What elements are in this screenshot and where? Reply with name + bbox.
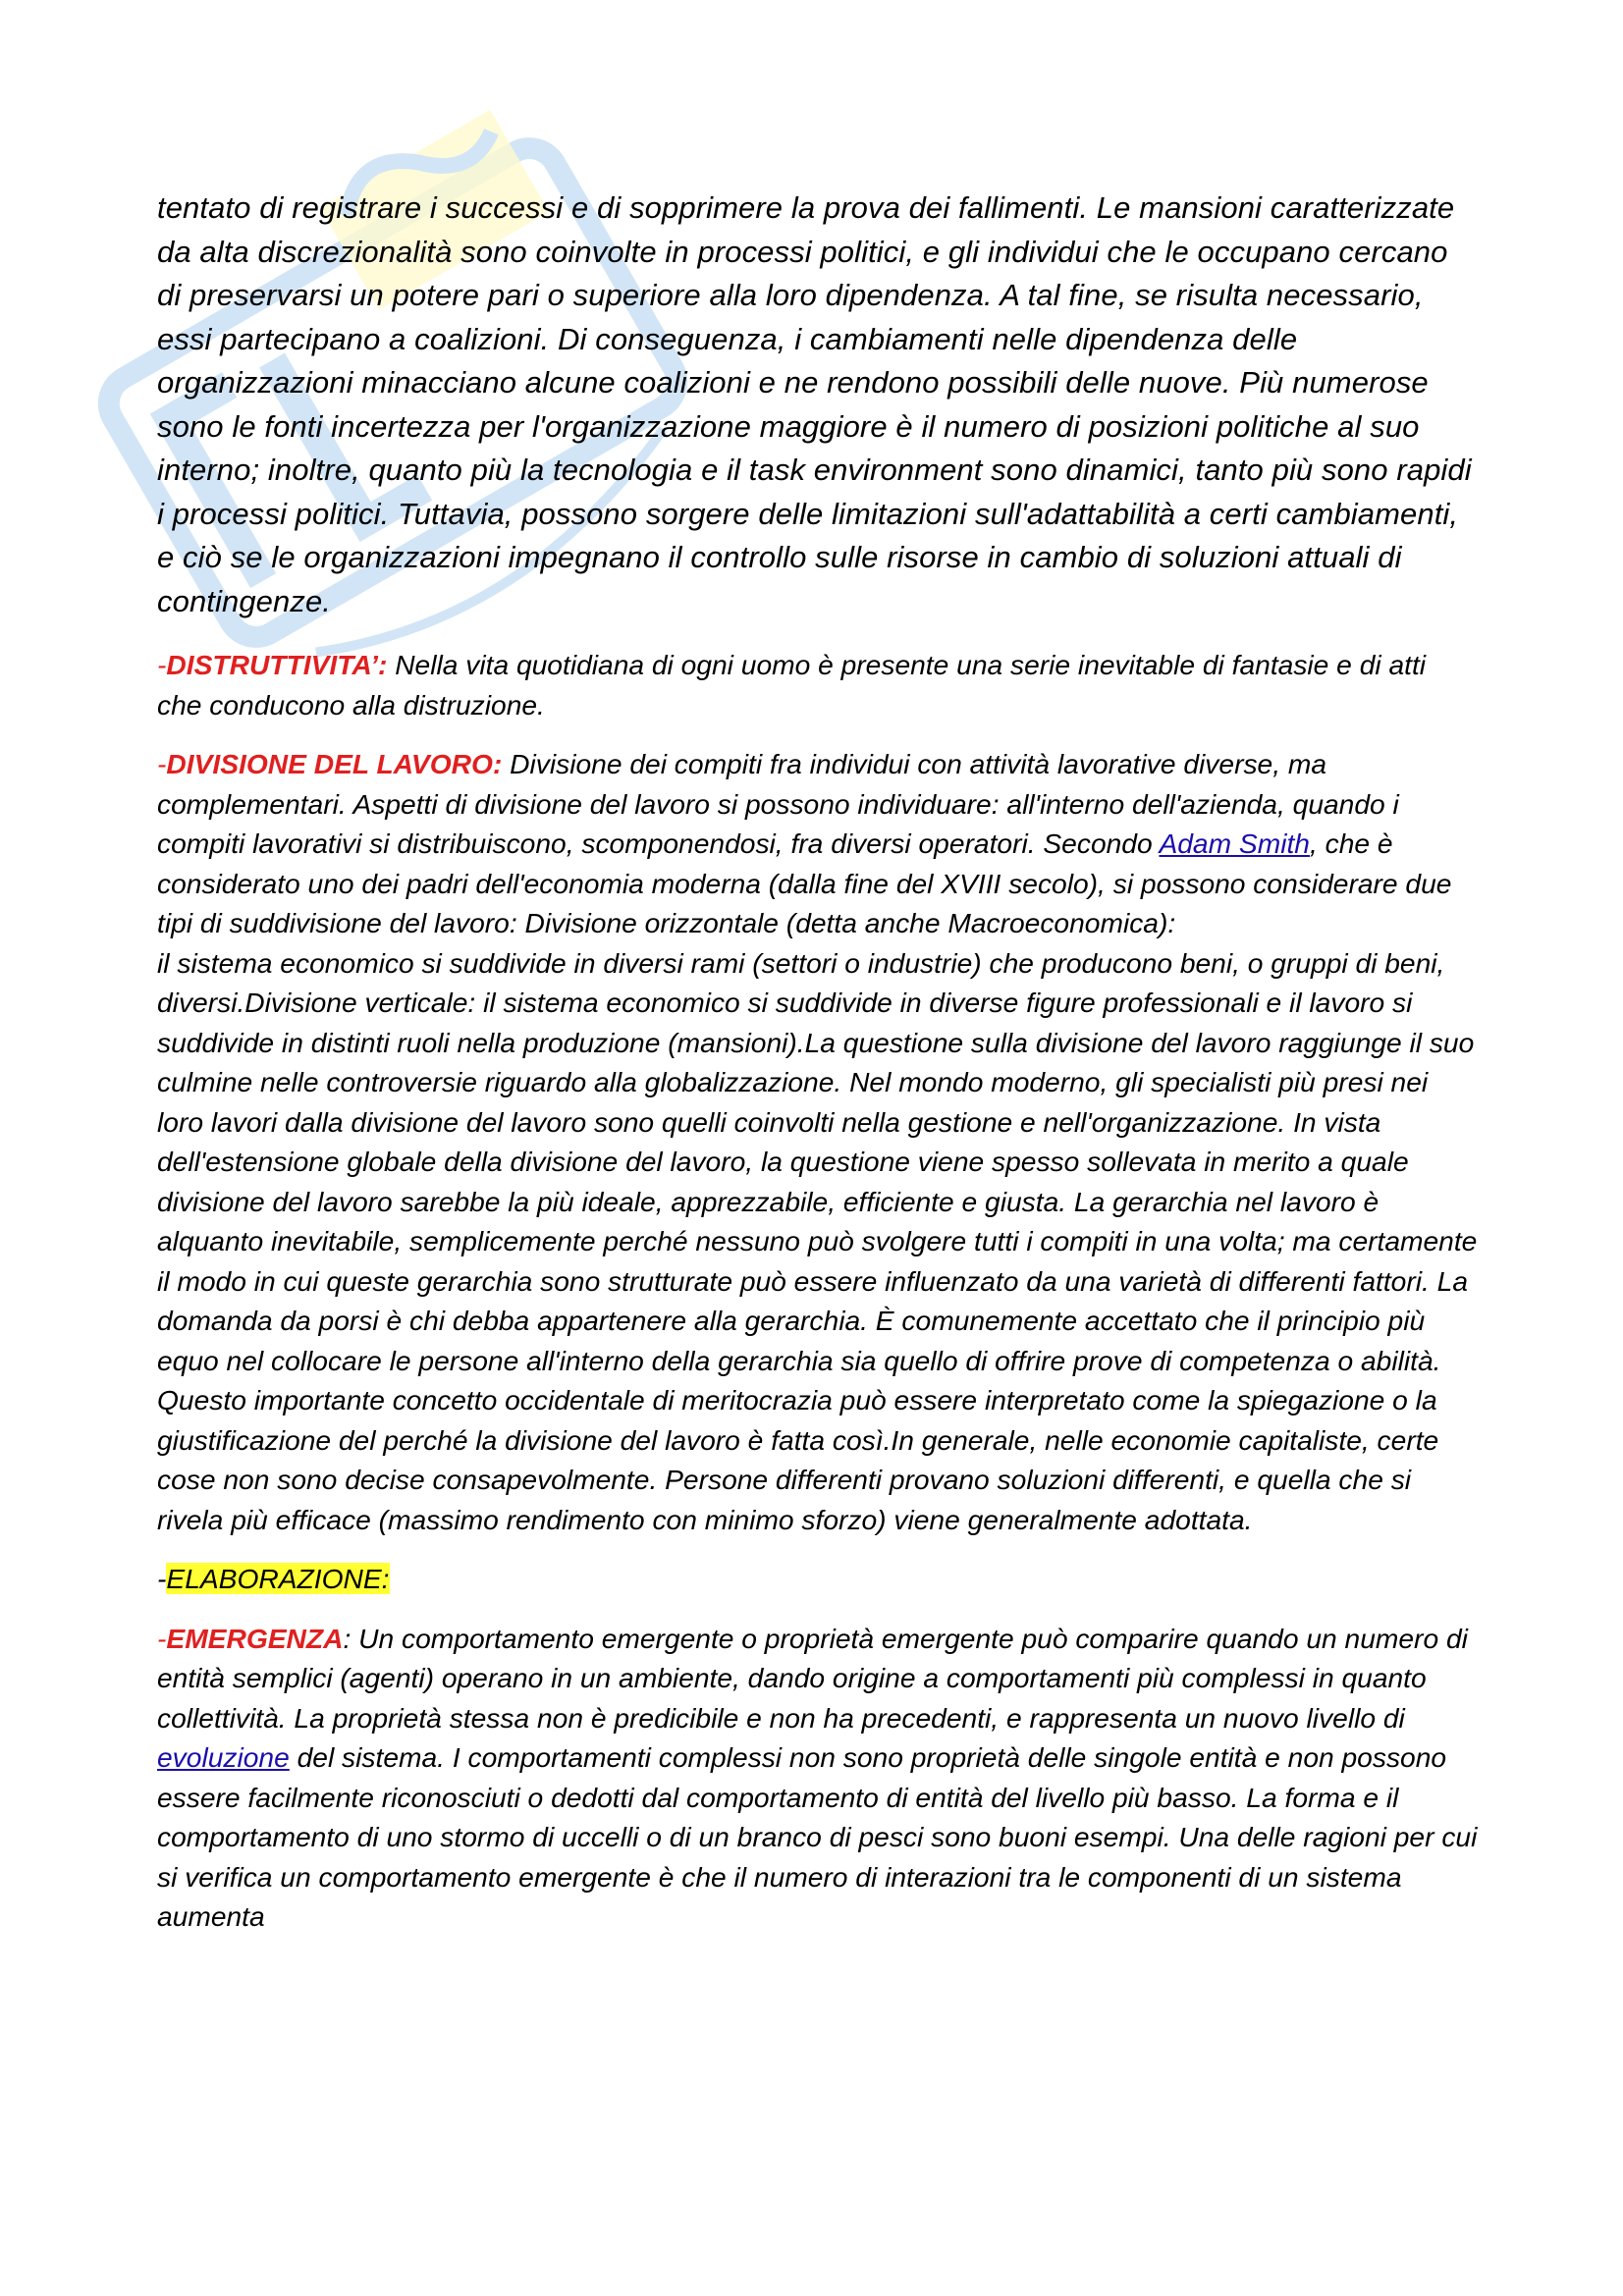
term-emergenza: EMERGENZA (166, 1622, 344, 1654)
intro-text: tentato di registrare i successi e di sopprimere la prova dei fallimenti. Le mansioni caratterizzate da alta discrezionalità sono coinvolte in processi politici, e gli individui che le occupano cercano di preservarsi un potere pari o superiore alla loro dipendenza. A tal fine, se risulta necessario, essi partecipano a coalizioni. Di conseguenza, i cambiamenti nelle dipendenza delle organizzazioni minacciano alcune coalizioni e ne rendono possibili delle nuove. Più numerose sono le fonti incertezza per l'organizzazione maggiore è il numero di posizioni politiche al suo interno; inoltre, quanto più la tecnologia e il task environment sono dinamici, tanto più sono rapidi i processi politici. Tuttavia, possono sorgere delle limitazioni sull'adattabilità a certi cambiamenti, e ciò se le organizzazioni impegnano il controllo sulle risorse in cambio di soluzioni attuali di contingenze. (157, 190, 1472, 618)
link-adam-smith[interactable]: Adam Smith (1159, 828, 1310, 859)
entry-dash: - (157, 748, 167, 779)
entry-dash: - (157, 649, 167, 680)
definition-distruttivita: Nella vita quotidiana di ogni uomo è presente una serie inevitable di fantasie e di atti che conducono alla distruzione. (157, 649, 1427, 721)
term-elaborazione-highlighted: ELABORAZIONE: (166, 1563, 390, 1594)
definition-divisione-part3: il sistema economico si suddivide in diversi rami (settori o industrie) che producono beni, o gruppi di beni, diversi.Divisione verticale: il sistema economico si suddivide in diverse figure professionali e il lavoro si suddivide in distinti ruoli nella produzione (mansioni).La questione sulla divisione del lavoro raggiunge il suo culmine nelle controversie riguardo alla globalizzazione. Nel mondo moderno, gli specialisti più presi nei loro lavori dalla divisione del lavoro sono quelli coinvolti nella gestione e nell'organizzazione. In vista dell'estensione globale della divisione del lavoro, la questione viene spesso sollevata in merito a quale divisione del lavoro sarebbe la più ideale, apprezzabile, efficiente e giusta. La gerarchia nel lavoro è alquanto inevitabile, semplicemente perché nessuno può svolgere tutti i compiti in una volta; ma certamente il modo in cui queste gerarchia sono strutturate può essere influenzato da una varietà di differenti fattori. La domanda da porsi è chi debba appartenere alla gerarchia. È comunemente accettato che il principio più equo nel collocare le persone all'interno della gerarchia sia quello di offrire prove di competenza o abilità. Questo importante concetto occidentale di meritocrazia può essere interpretato come la spiegazione o la giustificazione del perché la divisione del lavoro è fatta così.In generale, nelle economie capitaliste, certe cose non sono decise consapevolmente. Persone differenti provano soluzioni differenti, e quella che si rivela più efficace (massimo rendimento con minimo sforzo) viene generalmente adottata. (157, 946, 1478, 1535)
entry-distruttivita (157, 645, 1478, 724)
definition-emergenza-part2: del sistema. I comportamenti complessi non sono proprietà delle singole entità e non possono essere facilmente riconosciuti o dedotti dal comportamento di entità del livello più basso. La forma e il comportamento di uno stormo di uccelli o di un branco di pesci sono buoni esempi. Una delle ragioni per cui si verifica un comportamento emergente è che il numero di interazioni tra le componenti di un sistema aumenta (157, 1741, 1478, 1932)
link-evoluzione[interactable]: evoluzione (157, 1741, 290, 1773)
entry-dash: - (157, 1622, 167, 1654)
entry-emergenza (157, 1619, 1478, 1937)
entry-elaborazione (157, 1559, 1478, 1599)
intro-paragraph (157, 187, 1478, 623)
definition-divisione-part1: Divisione dei compiti fra individui con attività lavorative diverse, ma complementari. Aspetti di divisione del lavoro si possono individuare: all'interno dell'azienda, quando i compiti lavorativi si distribuiscono, scomponendosi, fra diversi operatori. Secondo (157, 748, 1399, 859)
definition-divisione-part2: , che è considerato uno dei padri dell'economia moderna (dalla fine del XVIII secolo), si possono considerare due tipi di suddivisione del lavoro: Divisione orizzontale (detta anche Macroeconomica): (157, 828, 1452, 938)
document-page (157, 187, 1478, 1956)
term-divisione-del-lavoro: DIVISIONE DEL LAVORO: (166, 748, 503, 779)
definition-emergenza-part1: : Un comportamento emergente o proprietà emergente può comparire quando un numero di entità semplici (agenti) operano in un ambiente, dando origine a comportamenti più complessi in quanto collettività. La proprietà stessa non è predicibile e non ha precedenti, e rappresenta un nuovo livello di (157, 1622, 1468, 1734)
entry-dash: - (157, 1563, 167, 1594)
entry-divisione-del-lavoro (157, 744, 1478, 1539)
term-distruttivita: DISTRUTTIVITA’: (166, 649, 388, 680)
